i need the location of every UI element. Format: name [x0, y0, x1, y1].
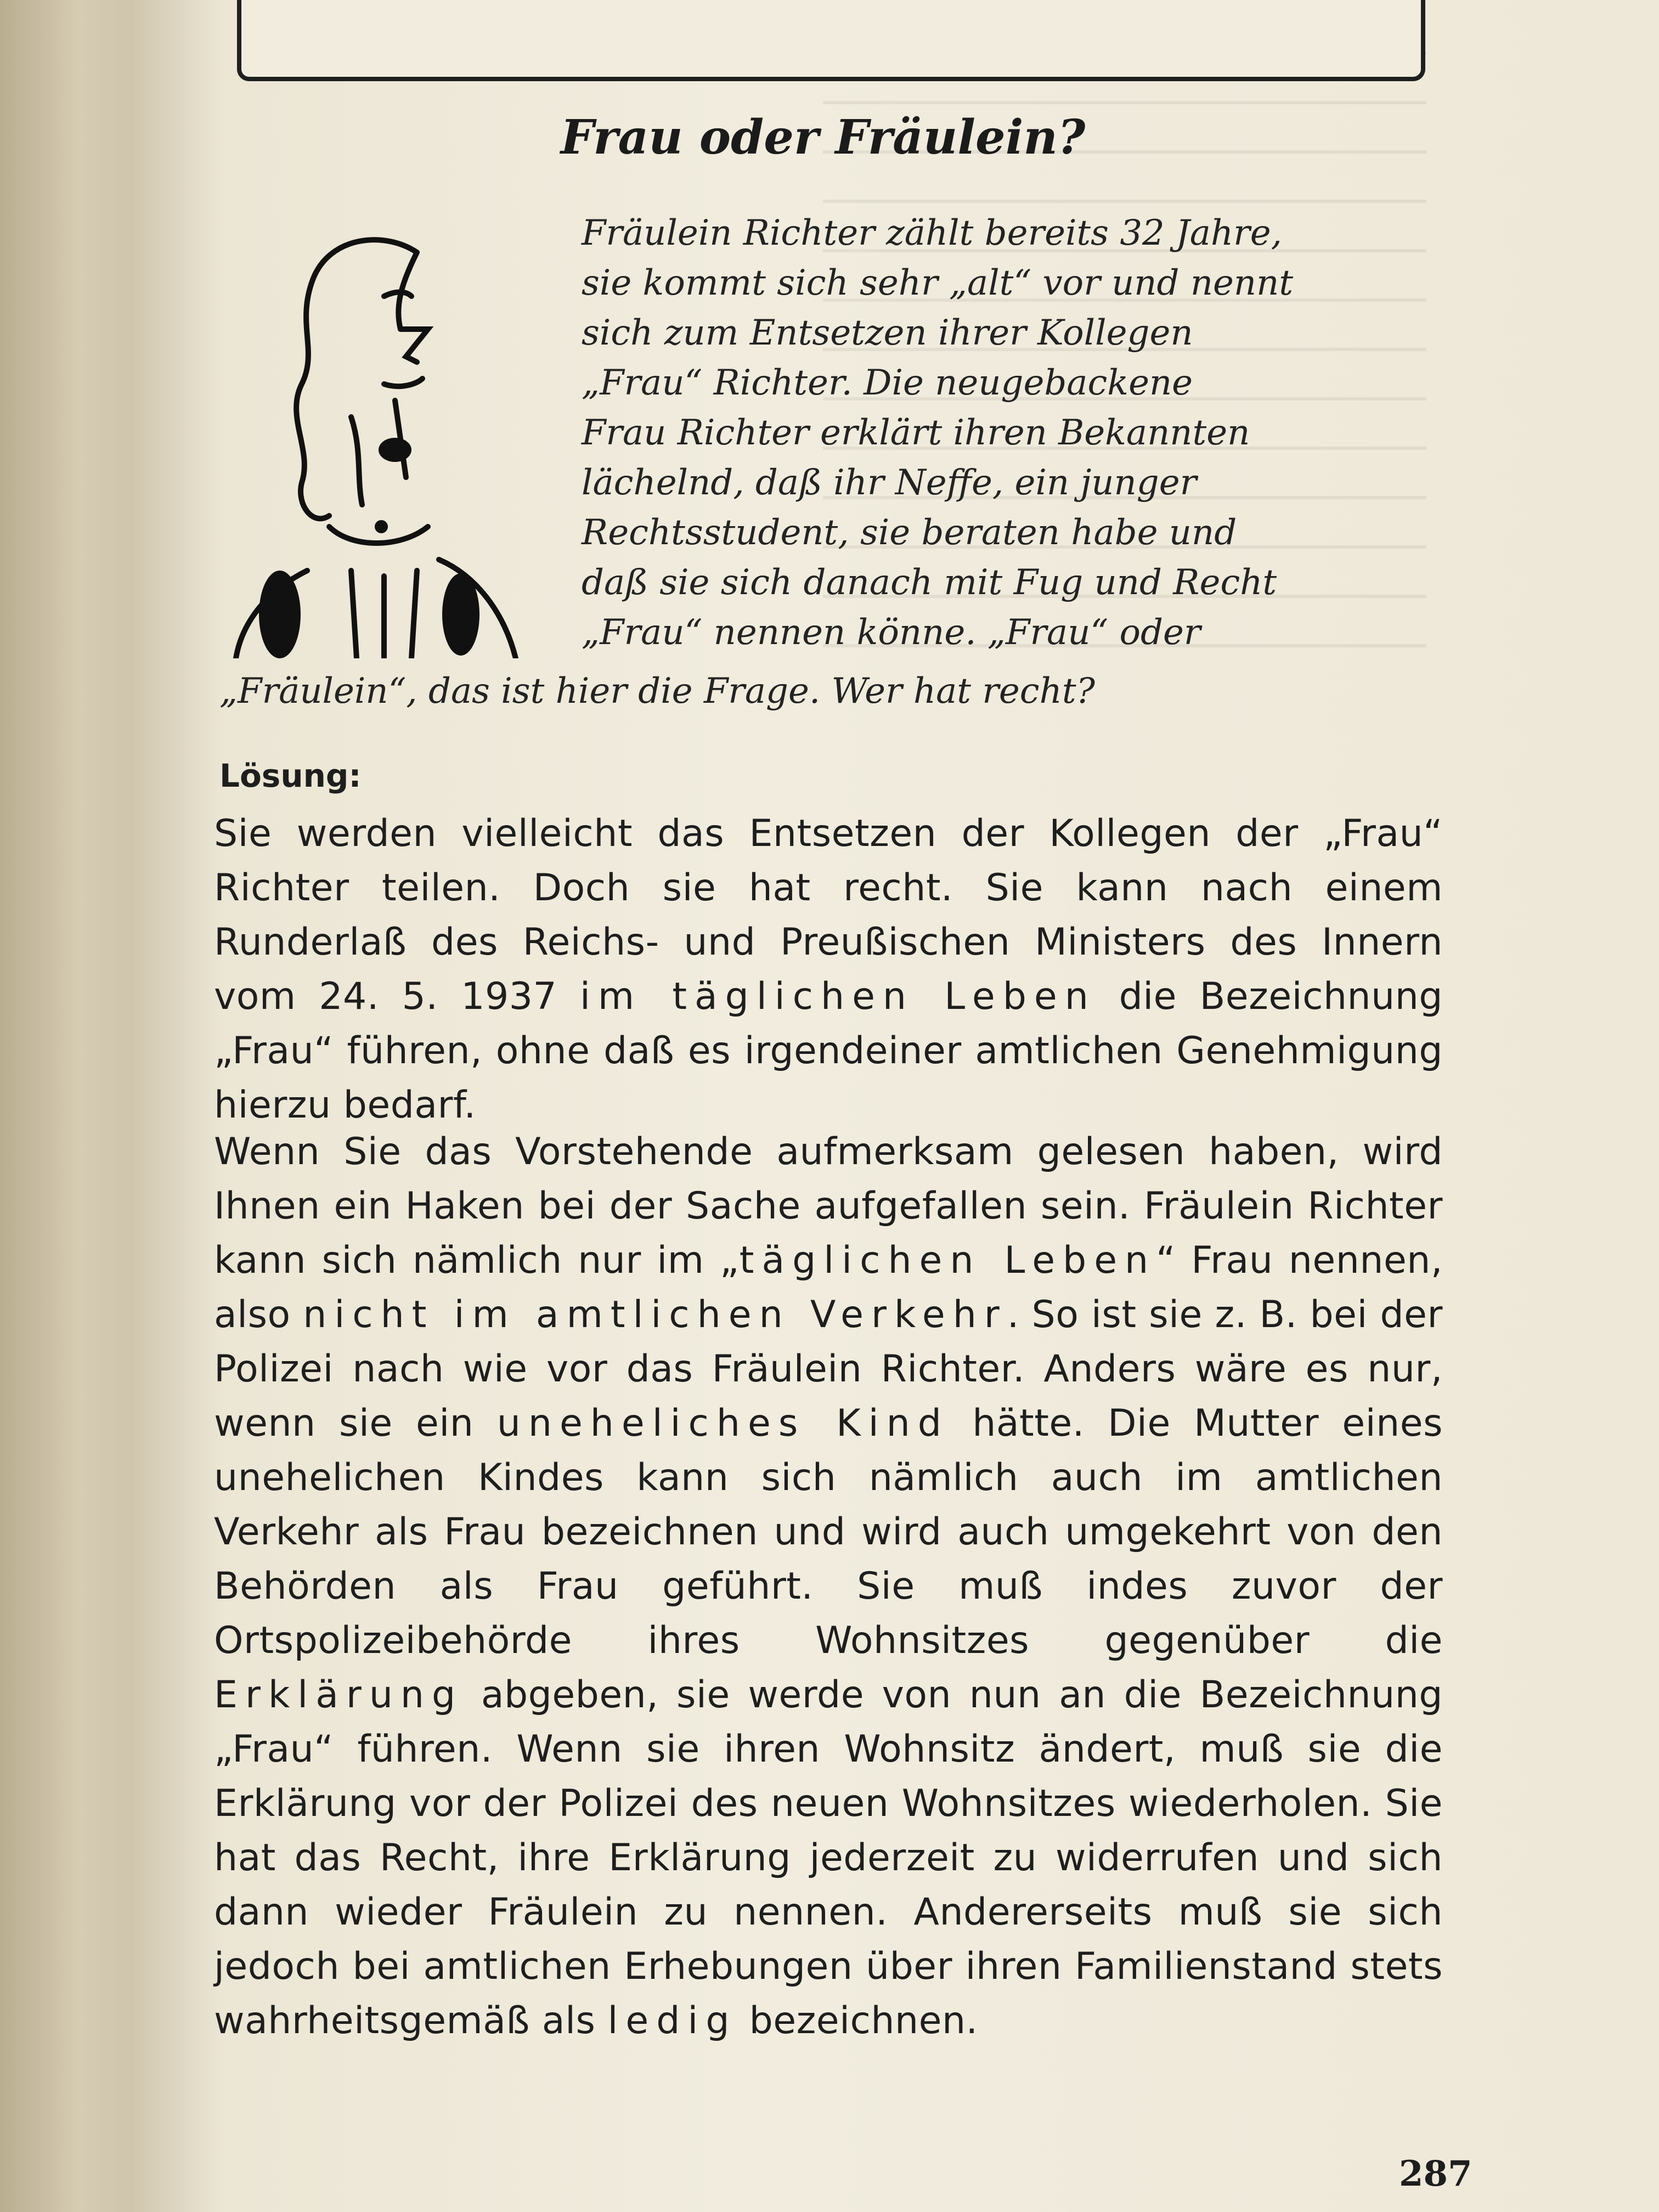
- intro-line: sie kommt sich sehr „alt“ vor und nennt: [582, 263, 1294, 303]
- page-number: 287: [1399, 2153, 1472, 2194]
- spaced-emphasis: Erklärung: [214, 1673, 464, 1717]
- text-run: Sie werden vielleicht das Entsetzen der Kollegen der „Frau“ Richter teilen. Doch sie hat recht. Sie kann nach einem Runderlaß des Reichs- und Preußischen Ministers des Innern vom 24. 5. 1937: [214, 812, 1443, 1018]
- article-title: Frau oder Fräulein?: [560, 110, 1086, 165]
- spaced-emphasis: täglichen Leben: [739, 1239, 1156, 1282]
- intro-line: Frau Richter erklärt ihren Bekannten: [582, 413, 1250, 453]
- spaced-emphasis: nicht im amtlichen Verkehr: [303, 1293, 1007, 1336]
- intro-line: Fräulein Richter zählt bereits 32 Jahre,: [582, 213, 1282, 253]
- text-run: hätte. Die Mutter eines unehelichen Kindes kann sich nämlich auch im amtlichen Verkehr als Frau bezeichnen und wird auch umgekehrt von den Behörden als Frau geführt. Sie muß indes zuvor der Ortspolizeibehörde ihres Wohnsitzes gegenüber die: [214, 1402, 1443, 1662]
- solution-paragraph-2: [214, 1125, 1443, 2048]
- solution-label: Lösung:: [219, 757, 362, 794]
- text-run: bezeichnen.: [737, 1999, 978, 2042]
- intro-line: sich zum Entsetzen ihrer Kollegen: [582, 313, 1193, 353]
- intro-line: „Frau“ Richter. Die neugebackene: [582, 363, 1193, 403]
- intro-paragraph: [582, 208, 1426, 658]
- text-run: die Bezeichnung „Frau“ führen, ohne daß es irgendeiner amtlichen Genehmigung hierzu bedarf.: [214, 975, 1443, 1127]
- spaced-emphasis: ledig: [607, 1999, 737, 2042]
- spaced-emphasis: uneheliches Kind: [496, 1402, 949, 1445]
- intro-line: lächelnd, daß ihr Neffe, ein junger: [582, 462, 1197, 503]
- text-run: Wenn Sie das Vorstehende aufmerksam gelesen haben, wird Ihnen ein Haken bei der Sache aufgefallen sein. Fräulein Richter kann sich nämlich nur im „: [214, 1130, 1443, 1282]
- solution-paragraph-1: [214, 806, 1443, 1132]
- text-run: abgeben, sie werde von nun an die Bezeichnung „Frau“ führen. Wenn sie ihren Wohnsitz ändert, muß sie die Erklärung vor der Polizei des neuen Wohnsitzes wiederholen. Sie hat das Recht, ihre Erklärung jederzeit zu widerrufen und sich dann wieder Fräulein zu nennen. Andererseits muß sie sich jedoch bei amtlichen Erhebungen über ihren Familienstand stets wahrheitsgemäß als: [214, 1673, 1443, 2042]
- intro-question: „Fräulein“, das ist hier die Frage. Wer hat recht?: [219, 671, 1095, 712]
- book-gutter: [0, 0, 132, 2212]
- text-run: . So ist sie z. B. bei der Polizei nach wie vor das Fräulein Richter. Anders wäre es nur, wenn sie ein: [214, 1293, 1443, 1445]
- intro-line: „Frau“ nennen könne. „Frau“ oder: [582, 612, 1201, 653]
- section-header-box: [237, 0, 1425, 81]
- text-run: “ Frau nennen, also: [214, 1239, 1443, 1336]
- woman-illustration-icon: [219, 219, 549, 658]
- intro-line: Rechtsstudent, sie beraten habe und: [582, 512, 1237, 553]
- spaced-emphasis: im täglichen Leben: [579, 975, 1096, 1018]
- intro-line: daß sie sich danach mit Fug und Recht: [582, 562, 1277, 603]
